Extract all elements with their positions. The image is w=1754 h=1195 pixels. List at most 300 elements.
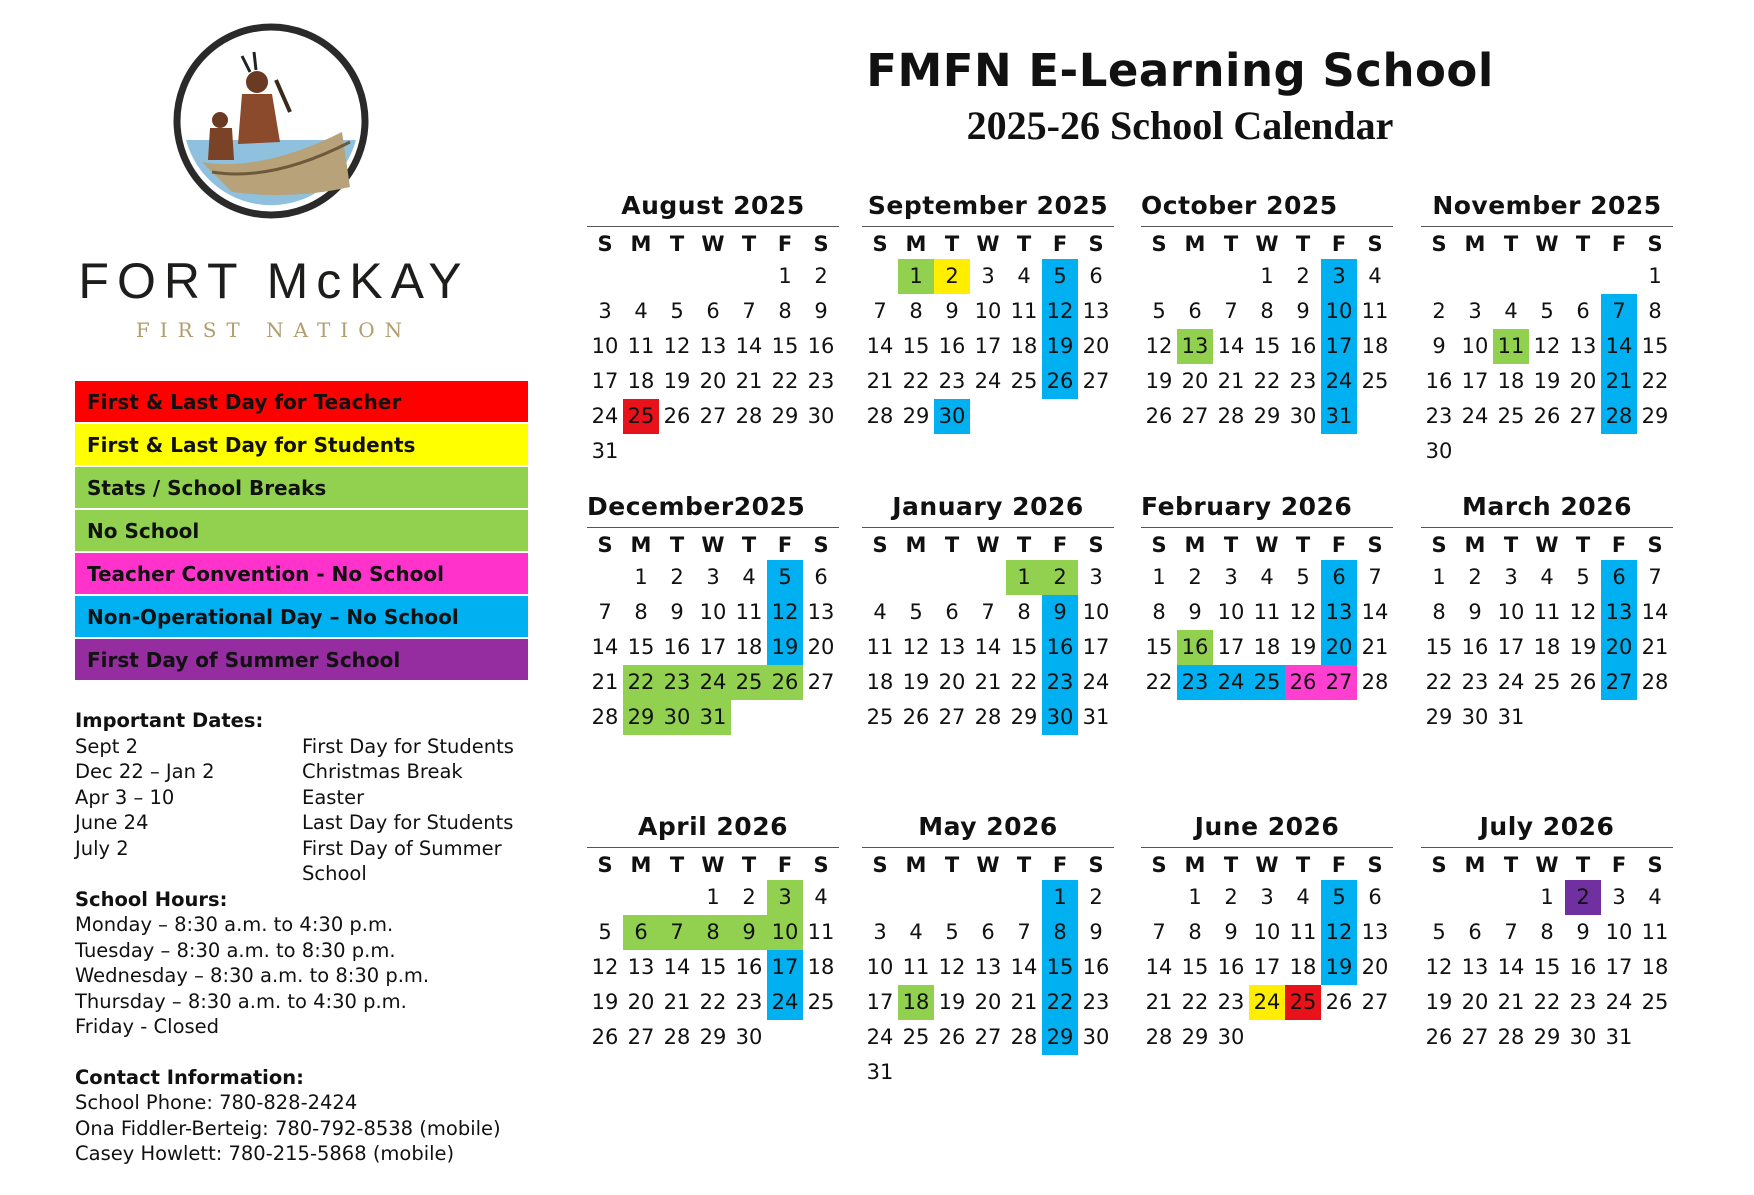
calendar-day: 25	[902, 1025, 930, 1049]
calendar-day: 25	[1249, 665, 1285, 700]
calendar-day: 14	[591, 635, 619, 659]
calendar-day: 24	[591, 404, 619, 428]
school-hours-line: Monday – 8:30 a.m. to 4:30 p.m.	[75, 913, 394, 936]
calendar-day: 20	[974, 990, 1002, 1014]
calendar-day: 4	[634, 299, 648, 323]
calendar-day: 9	[945, 299, 959, 323]
calendar-day: 24	[1605, 990, 1633, 1014]
calendar-day: 23	[1042, 665, 1078, 700]
calendar-day: 1	[1042, 880, 1078, 915]
calendar-day: 2	[1468, 565, 1482, 589]
calendar-day: 26	[663, 404, 691, 428]
calendar-day: 18	[1641, 955, 1669, 979]
important-date: July 2	[75, 836, 129, 860]
week-row	[587, 700, 839, 735]
empty-day	[862, 560, 898, 595]
calendar-day: 1	[1432, 565, 1446, 589]
week-row	[587, 560, 839, 595]
calendar-day: 22	[1425, 670, 1453, 694]
week-row	[587, 915, 839, 950]
weekday-label: W	[1255, 232, 1279, 256]
calendar-day: 20	[1181, 369, 1209, 393]
calendar-day: 29	[902, 404, 930, 428]
week-row	[862, 985, 1114, 1020]
calendar-day: 14	[1497, 955, 1525, 979]
week-row	[862, 1055, 1114, 1090]
month-title: December2025	[587, 487, 839, 528]
calendar-day: 25	[623, 399, 659, 434]
calendar-day: 7	[742, 299, 756, 323]
calendar-day: 21	[1361, 635, 1389, 659]
weekday-label: W	[1535, 232, 1559, 256]
empty-day	[898, 880, 934, 915]
important-dates-list	[75, 734, 575, 887]
weekday-label: S	[1151, 853, 1167, 877]
empty-day	[1421, 259, 1457, 294]
calendar-day: 6	[706, 299, 720, 323]
month-calendar	[1421, 487, 1673, 735]
calendar-day: 14	[1361, 600, 1389, 624]
weekday-label: T	[741, 533, 757, 557]
calendar-day: 19	[1533, 369, 1561, 393]
weekday-label: T	[1295, 853, 1311, 877]
calendar-day: 28	[866, 404, 894, 428]
calendar-day: 10	[866, 955, 894, 979]
calendar-day: 4	[1017, 264, 1031, 288]
calendar-day: 28	[1010, 1025, 1038, 1049]
calendar-day: 21	[663, 990, 691, 1014]
weekday-header	[862, 848, 1114, 880]
month-title: January 2026	[862, 487, 1114, 528]
weekday-header	[587, 227, 839, 259]
important-date: June 24	[75, 811, 149, 834]
week-row	[1141, 880, 1393, 915]
calendar-day: 11	[627, 334, 655, 358]
calendar-day: 18	[1010, 334, 1038, 358]
week-row	[587, 364, 839, 399]
weekday-label: T	[1016, 232, 1032, 256]
month-title: October 2025	[1141, 186, 1393, 227]
calendar-day: 8	[909, 299, 923, 323]
calendar-day: 15	[1181, 955, 1209, 979]
empty-day	[587, 880, 623, 915]
calendar-day: 23	[1289, 369, 1317, 393]
calendar-day: 1	[1540, 885, 1554, 909]
empty-day	[1457, 880, 1493, 915]
week-row	[862, 259, 1114, 294]
calendar-day: 10	[767, 915, 803, 950]
calendar-day: 3	[1260, 885, 1274, 909]
calendar-day: 8	[1540, 920, 1554, 944]
calendar-day: 3	[1224, 565, 1238, 589]
calendar-day: 1	[1188, 885, 1202, 909]
calendar-day: 12	[1289, 600, 1317, 624]
calendar-day: 31	[591, 439, 619, 463]
calendar-day: 30	[1082, 1025, 1110, 1049]
weekday-header	[1421, 227, 1673, 259]
calendar-day: 24	[974, 369, 1002, 393]
calendar-day: 29	[699, 1025, 727, 1049]
weekday-label: F	[1611, 533, 1627, 557]
calendar-day: 9	[1296, 299, 1310, 323]
calendar-day: 27	[1461, 1025, 1489, 1049]
weekday-label: S	[1647, 853, 1663, 877]
empty-day	[934, 880, 970, 915]
calendar-day: 3	[1089, 565, 1103, 589]
week-row	[587, 329, 839, 364]
calendar-day: 26	[1325, 990, 1353, 1014]
calendar-day: 22	[1042, 985, 1078, 1020]
calendar-day: 15	[1145, 635, 1173, 659]
calendar-day: 28	[1641, 670, 1669, 694]
calendar-day: 17	[1321, 329, 1357, 364]
calendar-day: 28	[735, 404, 763, 428]
calendar-day: 20	[1461, 990, 1489, 1014]
calendar-day: 6	[1576, 299, 1590, 323]
calendar-day: 22	[699, 990, 727, 1014]
calendar-day: 21	[1010, 990, 1038, 1014]
weekday-label: T	[741, 853, 757, 877]
calendar-day: 21	[1217, 369, 1245, 393]
calendar-day: 25	[1010, 369, 1038, 393]
calendar-day: 23	[659, 665, 695, 700]
week-row	[587, 595, 839, 630]
calendar-day: 2	[670, 565, 684, 589]
calendar-day: 10	[1217, 600, 1245, 624]
empty-day	[1601, 259, 1637, 294]
calendar-day: 3	[598, 299, 612, 323]
calendar-day: 13	[1601, 595, 1637, 630]
important-date-row	[75, 734, 575, 760]
calendar-day: 16	[1289, 334, 1317, 358]
weekday-label: W	[1535, 853, 1559, 877]
calendar-day: 6	[623, 915, 659, 950]
calendar-day: 7	[1224, 299, 1238, 323]
calendar-day: 19	[591, 990, 619, 1014]
important-date-row	[75, 785, 575, 811]
weekday-label: M	[1184, 232, 1206, 256]
calendar-day: 29	[1181, 1025, 1209, 1049]
calendar-day: 26	[1285, 665, 1321, 700]
calendar-day: 9	[1188, 600, 1202, 624]
calendar-day: 10	[1082, 600, 1110, 624]
calendar-day: 18	[807, 955, 835, 979]
weekday-header	[1421, 528, 1673, 560]
weekday-label: W	[1535, 533, 1559, 557]
weekday-label: S	[872, 853, 888, 877]
weekday-label: F	[1611, 232, 1627, 256]
calendar-day: 1	[898, 259, 934, 294]
calendar-day: 5	[1296, 565, 1310, 589]
calendar-day: 18	[735, 635, 763, 659]
month-title: July 2026	[1421, 807, 1673, 848]
calendar-day: 26	[902, 705, 930, 729]
calendar-day: 7	[1017, 920, 1031, 944]
calendar-day: 27	[974, 1025, 1002, 1049]
calendar-day: 29	[1253, 404, 1281, 428]
calendar-day: 8	[1260, 299, 1274, 323]
weekday-label: T	[1223, 533, 1239, 557]
week-row	[1421, 399, 1673, 434]
calendar-day: 21	[1601, 364, 1637, 399]
week-row	[1141, 399, 1393, 434]
calendar-day: 5	[909, 600, 923, 624]
weekday-header	[1421, 848, 1673, 880]
month-calendar	[587, 807, 839, 1055]
calendar-day: 25	[1641, 990, 1669, 1014]
calendar-day: 15	[1425, 635, 1453, 659]
weekday-label: S	[597, 533, 613, 557]
calendar-day: 26	[1042, 364, 1078, 399]
calendar-day: 24	[767, 985, 803, 1020]
calendar-day: 18	[866, 670, 894, 694]
weekday-header	[1141, 848, 1393, 880]
calendar-day: 9	[731, 915, 767, 950]
weekday-label: S	[1647, 533, 1663, 557]
empty-day	[623, 880, 659, 915]
calendar-day: 18	[1497, 369, 1525, 393]
calendar-day: 24	[695, 665, 731, 700]
calendar-day: 14	[1641, 600, 1669, 624]
calendar-day: 16	[735, 955, 763, 979]
calendar-day: 25	[1285, 985, 1321, 1020]
calendar-day: 11	[1361, 299, 1389, 323]
calendar-day: 11	[807, 920, 835, 944]
weekday-header	[1141, 227, 1393, 259]
calendar-day: 22	[623, 665, 659, 700]
calendar-day: 7	[981, 600, 995, 624]
calendar-day: 13	[1321, 595, 1357, 630]
calendar-day: 1	[634, 565, 648, 589]
calendar-day: 11	[902, 955, 930, 979]
weekday-header	[862, 528, 1114, 560]
week-row	[862, 630, 1114, 665]
calendar-day: 8	[778, 299, 792, 323]
calendar-day: 12	[902, 635, 930, 659]
calendar-day: 4	[814, 885, 828, 909]
calendar-day: 30	[735, 1025, 763, 1049]
week-row	[1421, 950, 1673, 985]
calendar-day: 24	[866, 1025, 894, 1049]
calendar-day: 22	[1641, 369, 1669, 393]
calendar-day: 5	[767, 560, 803, 595]
weekday-header	[587, 528, 839, 560]
calendar-day: 9	[670, 600, 684, 624]
calendar-day: 4	[1540, 565, 1554, 589]
calendar-day: 7	[1152, 920, 1166, 944]
school-hours-heading: School Hours:	[75, 887, 228, 911]
week-row	[1141, 1020, 1393, 1055]
month-title: March 2026	[1421, 487, 1673, 528]
weekday-label: S	[1367, 232, 1383, 256]
calendar-day: 14	[1145, 955, 1173, 979]
weekday-label: S	[813, 853, 829, 877]
calendar-day: 28	[1497, 1025, 1525, 1049]
calendar-day: 12	[938, 955, 966, 979]
calendar-day: 17	[1461, 369, 1489, 393]
calendar-day: 11	[1010, 299, 1038, 323]
calendar-day: 21	[866, 369, 894, 393]
calendar-day: 22	[1253, 369, 1281, 393]
calendar-day: 16	[807, 334, 835, 358]
weekday-label: M	[1464, 853, 1486, 877]
weekday-label: T	[1503, 853, 1519, 877]
calendar-day: 4	[742, 565, 756, 589]
calendar-day: 6	[1601, 560, 1637, 595]
calendar-day: 23	[1217, 990, 1245, 1014]
important-date-row	[75, 810, 575, 836]
calendar-day: 18	[1289, 955, 1317, 979]
week-row	[862, 880, 1114, 915]
weekday-label: T	[944, 533, 960, 557]
calendar-day: 12	[1569, 600, 1597, 624]
weekday-label: S	[1151, 232, 1167, 256]
calendar-day: 27	[1181, 404, 1209, 428]
calendar-day: 20	[1361, 955, 1389, 979]
weekday-label: T	[944, 853, 960, 877]
calendar-day: 25	[1533, 670, 1561, 694]
calendar-day: 8	[1432, 600, 1446, 624]
weekday-label: W	[701, 533, 725, 557]
calendar-day: 12	[1425, 955, 1453, 979]
contact-line: Ona Fiddler-Berteig: 780-792-8538 (mobile)	[75, 1116, 501, 1140]
calendar-day: 2	[1565, 880, 1601, 915]
calendar-day: 27	[627, 1025, 655, 1049]
calendar-day: 22	[1010, 670, 1038, 694]
calendar-day: 12	[1533, 334, 1561, 358]
calendar-day: 31	[1605, 1025, 1633, 1049]
calendar-day: 9	[1089, 920, 1103, 944]
calendar-day: 30	[1289, 404, 1317, 428]
calendar-day: 5	[945, 920, 959, 944]
weekday-label: S	[872, 232, 888, 256]
calendar-day: 31	[695, 700, 731, 735]
week-row	[587, 294, 839, 329]
month-title: June 2026	[1141, 807, 1393, 848]
calendar-day: 28	[1361, 670, 1389, 694]
calendar-day: 8	[1648, 299, 1662, 323]
weekday-label: S	[1431, 533, 1447, 557]
important-dates-heading: Important Dates:	[75, 709, 264, 732]
month-title: September 2025	[862, 186, 1114, 227]
org-subtitle: FIRST NATION	[135, 318, 413, 342]
calendar-day: 23	[938, 369, 966, 393]
calendar-day: 20	[1082, 334, 1110, 358]
calendar-day: 3	[873, 920, 887, 944]
contact-heading: Contact Information:	[75, 1065, 304, 1089]
calendar-day: 17	[1497, 635, 1525, 659]
calendar-day: 4	[1368, 264, 1382, 288]
calendar-day: 2	[1089, 885, 1103, 909]
school-hours-list	[75, 912, 575, 1040]
legend-item: First Day of Summer School	[75, 639, 528, 680]
week-row	[1421, 595, 1673, 630]
calendar-day: 3	[706, 565, 720, 589]
empty-day	[1177, 259, 1213, 294]
week-row	[862, 294, 1114, 329]
week-row	[1421, 329, 1673, 364]
weekday-label: M	[905, 533, 927, 557]
weekday-label: T	[1503, 232, 1519, 256]
weekday-label: S	[1367, 533, 1383, 557]
calendar-day: 21	[591, 670, 619, 694]
week-row	[1421, 294, 1673, 329]
calendar-day: 7	[1368, 565, 1382, 589]
calendar-day: 27	[938, 705, 966, 729]
calendar-day: 24	[1249, 985, 1285, 1020]
calendar-day: 7	[1648, 565, 1662, 589]
calendar-day: 14	[1601, 329, 1637, 364]
week-row	[1421, 985, 1673, 1020]
empty-day	[1141, 259, 1177, 294]
calendar-day: 12	[591, 955, 619, 979]
empty-day	[1493, 880, 1529, 915]
weekday-label: S	[1431, 853, 1447, 877]
legend-item: First & Last Day for Teacher	[75, 381, 528, 422]
empty-day	[1141, 880, 1177, 915]
weekday-label: M	[1464, 232, 1486, 256]
calendar-day: 13	[807, 600, 835, 624]
calendar-day: 29	[1425, 705, 1453, 729]
legend-item: Teacher Convention - No School	[75, 553, 528, 594]
week-row	[862, 364, 1114, 399]
important-date: Dec 22 – Jan 2	[75, 760, 215, 783]
weekday-label: T	[1223, 232, 1239, 256]
calendar-day: 16	[1461, 635, 1489, 659]
calendar-day: 7	[659, 915, 695, 950]
calendar-day: 6	[1321, 560, 1357, 595]
weekday-label: F	[1052, 533, 1068, 557]
empty-day	[587, 259, 623, 294]
calendar-day: 28	[1601, 399, 1637, 434]
calendar-day: 13	[1177, 329, 1213, 364]
empty-day	[934, 560, 970, 595]
weekday-label: S	[813, 533, 829, 557]
calendar-day: 13	[627, 955, 655, 979]
week-row	[862, 1020, 1114, 1055]
calendar-day: 16	[1082, 955, 1110, 979]
calendar-day: 17	[1605, 955, 1633, 979]
contact-list	[75, 1090, 575, 1167]
month-calendar	[1141, 807, 1393, 1055]
calendar-day: 2	[1432, 299, 1446, 323]
calendar-day: 9	[1576, 920, 1590, 944]
calendar-day: 5	[1321, 880, 1357, 915]
week-row	[1141, 259, 1393, 294]
weekday-label: F	[1331, 232, 1347, 256]
info-panel	[75, 708, 575, 1167]
weekday-label: M	[630, 533, 652, 557]
calendar-day: 25	[807, 990, 835, 1014]
calendar-day: 19	[663, 369, 691, 393]
calendar-day: 31	[1321, 399, 1357, 434]
weekday-label: F	[1611, 853, 1627, 877]
calendar-day: 19	[938, 990, 966, 1014]
page-title: FMFN E-Learning School	[866, 44, 1494, 97]
weekday-label: S	[1088, 232, 1104, 256]
calendar-day: 15	[699, 955, 727, 979]
calendar-day: 27	[1321, 665, 1357, 700]
calendar-day: 30	[1569, 1025, 1597, 1049]
calendar-day: 20	[699, 369, 727, 393]
calendar-day: 13	[1461, 955, 1489, 979]
week-row	[1421, 630, 1673, 665]
weekday-label: S	[1647, 232, 1663, 256]
calendar-day: 30	[1217, 1025, 1245, 1049]
calendar-day: 10	[1605, 920, 1633, 944]
week-row	[862, 560, 1114, 595]
week-row	[1141, 985, 1393, 1020]
